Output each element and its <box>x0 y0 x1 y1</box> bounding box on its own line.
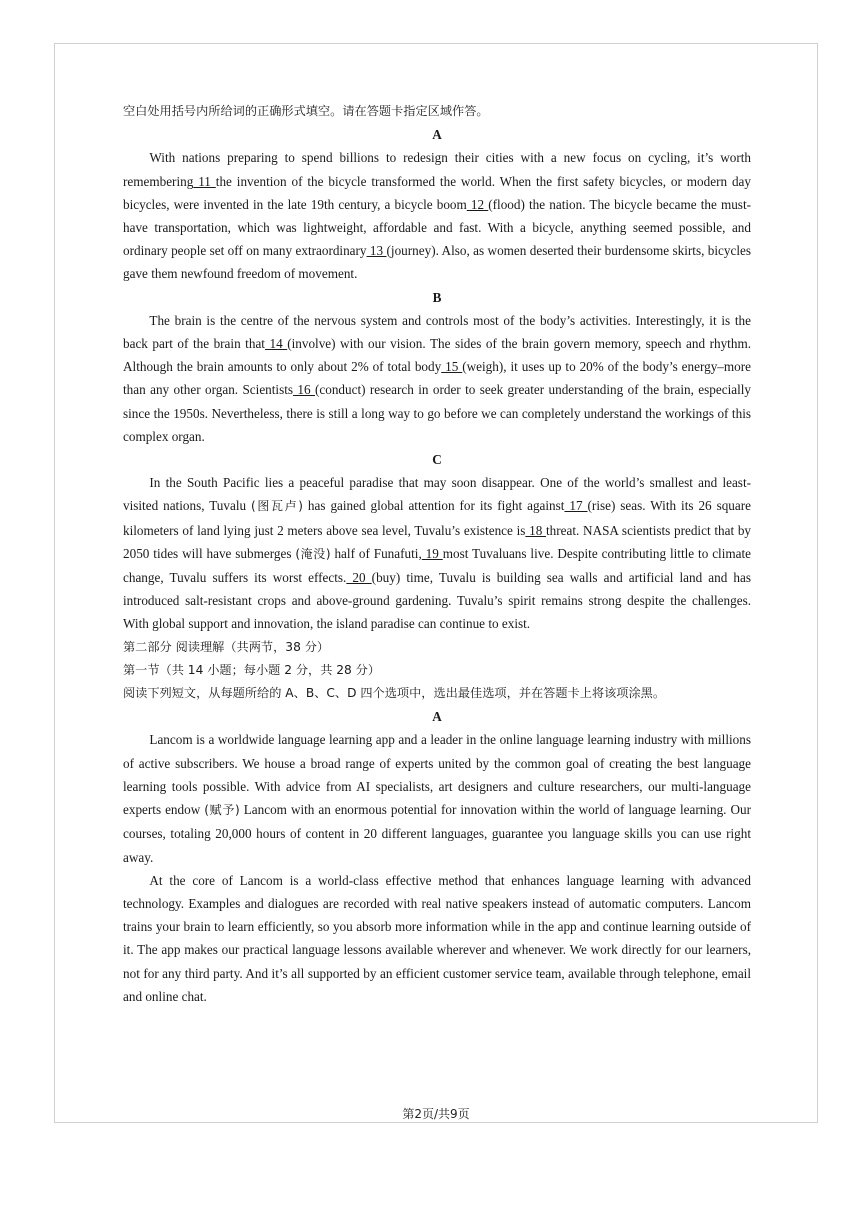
document-page <box>54 43 818 1123</box>
answer-blank: 15 <box>441 359 463 375</box>
text-run: the invention of the bicycle transformed the world. When the first safety bicycles, or modern day bicycles, were invented in the late 19th century, a bicycle boom <box>123 173 751 212</box>
answer-blank: 13 <box>366 243 387 259</box>
text-run: (flood) the nation. The bicycle became the must-have transportation, which was lightweight, affordable and fast. With a bicycle, anything seemed possible, and ordinary people set off on many extraordinary <box>123 196 751 259</box>
answer-blank: 19 <box>421 545 443 561</box>
answer-blank: 11 <box>193 173 216 189</box>
text-run: Lancom is a worldwide language learning app and a leader in the online language learning industry with millions of active subscribers. We house a broad range of experts united by the common goal of creating the best language learning tools possible. With advice from AI specialists, art designers and culture researchers, our multi-language experts endow <box>123 732 751 818</box>
cloze-passage-label: B <box>432 289 442 305</box>
part2-heading: 第二部分 阅读理解（共两节，38 分） <box>123 639 330 654</box>
chinese-gloss: (淹没) <box>295 546 331 561</box>
reading-instruction: 阅读下列短文，从每题所给的 A、B、C、D 四个选项中，选出最佳选项，并在答题卡上将该项涂黑。 <box>123 686 666 701</box>
text-run: (rise) seas. With its 26 square kilometers of land lying just 2 meters above sea level, Tuvalu’s existence is <box>123 498 751 538</box>
text-run: In the South Pacific lies a peaceful paradise that may soon disappear. One of the world’s smallest and least-visited nations, Tuvalu <box>123 475 751 514</box>
text-run: (conduct) research in order to seek greater understanding of the brain, especially since the 1950s. Nevertheless, there is still a long way to go before we can completely understand the workings of this complex organ. <box>123 382 752 444</box>
cloze-passage-paragraph <box>123 471 751 635</box>
cloze-passage-label: A <box>432 127 442 143</box>
chinese-gloss: (赋予) <box>204 803 240 818</box>
cloze-passage-paragraph <box>123 309 751 448</box>
answer-blank: 16 <box>293 382 315 398</box>
cloze-passages <box>123 123 751 635</box>
answer-blank: 20 <box>346 570 372 586</box>
reading-passage-a-paragraph-1 <box>123 728 751 868</box>
reading-passage-a-label: A <box>432 709 442 725</box>
answer-blank: 14 <box>264 336 288 352</box>
page-content <box>123 100 751 1008</box>
text-run: most Tuvaluans live. Despite contributing little to climate change, Tuvalu suffers its worst effects. <box>123 545 752 586</box>
text-run: With nations preparing to spend billions to redesign their cities with a new focus on cycling, it’s worth remembering <box>123 150 751 189</box>
text-run: Lancom with an enormous potential for innovation within the world of language learning. Our courses, totaling 20,000 hours of content in 20 different languages, guarantee you language skills you can use right away. <box>123 802 751 865</box>
section1-heading: 第一节（共 14 小题；每小题 2 分，共 28 分） <box>123 662 381 677</box>
page-footer: 第2页/共9页 <box>402 1107 470 1121</box>
cloze-passage-paragraph <box>123 146 751 285</box>
text-run: (journey). Also, as women deserted their burdensome skirts, bicycles gave them newfound freedom of movement. <box>123 243 751 282</box>
cloze-passage-label: C <box>432 452 442 468</box>
text-run: threat. NASA scientists predict that by 2050 tides will have submerges <box>123 522 752 561</box>
text-run: The brain is the centre of the nervous system and controls most of the body’s activities. Interestingly, it is the back part of the brain that <box>123 312 751 352</box>
text-run: (involve) with our vision. The sides of the brain govern memory, speech and rhythm. Although the brain amounts to only about 2% of total body <box>123 336 751 375</box>
chinese-gloss: (图瓦卢) <box>251 499 303 514</box>
answer-blank: 18 <box>525 522 547 538</box>
cloze-instruction: 空白处用括号内所给词的正确形式填空。请在答题卡指定区域作答。 <box>123 104 489 118</box>
answer-blank: 17 <box>564 498 588 514</box>
text-run: (weigh), it uses up to 20% of the body’s energy–more than any other organ. Scientists <box>123 359 751 398</box>
answer-blank: 12 <box>466 196 489 212</box>
text-run: half of Funafuti, <box>330 545 422 561</box>
text-run: (buy) time, Tuvalu is building sea walls and artificial land and has introduced salt-resistant crops and above-ground gardening. Tuvalu’s spirit remains strong despite the challenges. With global support and innovation, the island paradise can continue to exist. <box>123 570 751 632</box>
reading-passage-a-paragraph-2: At the core of Lancom is a world-class effective method that enhances language learning with advanced technology. Examples and dialogues are recorded with real native speakers instead of automatic computers. Lancom trains your brain to learn efficiently, so you absorb more information while in the app and continue learning outside of it. The app makes our practical language lessons available wherever and whenever. We work directly for our learners, not for any third party. And it’s all supported by an efficient customer service team, available through telephone, email and online chat. <box>123 872 751 1004</box>
text-run: has gained global attention for its fight against <box>302 498 565 514</box>
